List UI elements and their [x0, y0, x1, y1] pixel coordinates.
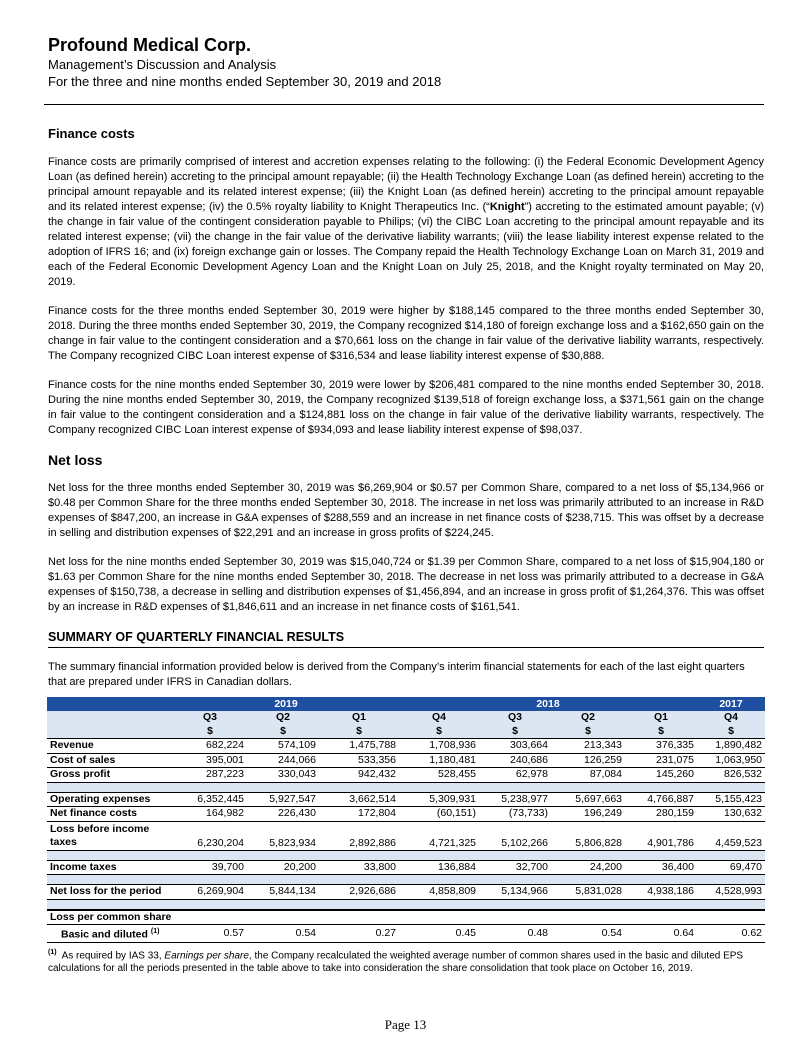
table-row-operating-expenses	[47, 792, 765, 807]
table-cell: (73,733)	[479, 807, 551, 822]
quarterly-results-table	[47, 697, 765, 943]
table-cell: 164,982	[173, 807, 247, 822]
year-header-cell: 2018	[399, 697, 697, 711]
table-cell: 5,102,266	[479, 821, 551, 850]
table-cell: 36,400	[625, 860, 697, 875]
table-cell: 130,632	[697, 807, 765, 822]
finance-costs-p1-part-a: Finance costs are primarily comprised of interest and accretion expenses relating to the following: (i) the Federal Economic Development Agency Loan (as defined herein) accreting to the principal amount repayable; (ii) the Health Technology Exchange Loan (as defined herein) accreting to the principal amount repayable and its related interest expense; (iii) the Knight Loan (as defined herein) accreting to the principal amount repayable and its related interest expense; (iv) the 0.5% royalty liability to Knight Therapeutics Inc. (“	[48, 156, 764, 213]
spacer-cell	[47, 782, 765, 792]
finance-costs-paragraph-3: Finance costs for the nine months ended September 30, 2019 were lower by $206,481 compared to the nine months ended September 30, 2018. During the nine months ended September 30, 2019, the Company recognized $139,518 of foreign exchange loss, a $371,561 gain on the change in fair value to the contingent consideration and a $124,881 loss on the change in fair value of the derivative liability warrants, respectively. The Company recognized CIBC Loan interest expense of $934,093 and lease liability interest expense of $98,037.	[48, 379, 764, 436]
table-cell: 231,075	[625, 753, 697, 768]
row-label: Net loss for the period	[47, 885, 173, 900]
row-label: Net finance costs	[47, 807, 173, 822]
table-cell: 0.62	[697, 925, 765, 943]
table-cell: 69,470	[697, 860, 765, 875]
table-cell: 1,708,936	[399, 739, 479, 754]
table-cell: 172,804	[319, 807, 399, 822]
currency-cell: $	[551, 725, 625, 739]
table-cell: 0.57	[173, 925, 247, 943]
table-footnote	[48, 946, 764, 975]
company-name: Profound Medical Corp.	[48, 35, 252, 55]
table-cell: 682,224	[173, 739, 247, 754]
table-cell: 1,475,788	[319, 739, 399, 754]
currency-header-row	[47, 725, 765, 739]
table-cell: (60,151)	[399, 807, 479, 822]
net-loss-heading: Net loss	[48, 452, 103, 468]
row-label: Income taxes	[47, 860, 173, 875]
table-row-basic-diluted	[47, 925, 765, 943]
quarter-header-blank	[47, 711, 173, 725]
table-cell: 32,700	[479, 860, 551, 875]
finance-costs-p1-part-b: ”) accreting to the estimated amount payable; (v) the change in fair value of the contingent consideration payable to Philips; (vi) the CIBC Loan accreting to the principal amount repayable and its related interest expense; (vii) the change in the fair value of the derivative liability warrants; (viii) the lease liability interest expense related to the adoption of IFRS 16; and (ix) foreign exchange gain or losses. The Company repaid the Health Technology Exchange Loan on March 31, 2019 and each of the Federal Economic Development Agency Loan and the Knight Loan on July 25, 2018, and the Knight royalty terminated on May 20, 2019.	[48, 201, 764, 288]
table-cell: 826,532	[697, 768, 765, 783]
finance-costs-paragraph-2: Finance costs for the three months ended September 30, 2019 were higher by $188,145 compared to the three months ended September 30, 2018. During the three months ended September 30, 2019, the Company recognized $14,180 of foreign exchange loss and a $162,650 gain on the change in fair value to the contingent consideration and a $70,661 loss on the change in fair value of the derivative liability warrants, respectively. The Company recognized CIBC Loan interest expense of $316,534 and lease liability interest expense of $30,888.	[48, 305, 764, 362]
table-cell: 303,664	[479, 739, 551, 754]
table-cell: 5,155,423	[697, 792, 765, 807]
table-cell: 0.27	[319, 925, 399, 943]
table-spacer-row	[47, 875, 765, 885]
currency-cell: $	[399, 725, 479, 739]
table-cell: 376,335	[625, 739, 697, 754]
row-label-line-1: Loss before income	[50, 822, 150, 835]
currency-cell: $	[625, 725, 697, 739]
table-cell: 4,528,993	[697, 885, 765, 900]
table-row-cost-of-sales	[47, 753, 765, 768]
header-subtitle-period: For the three and nine months ended September 30, 2019 and 2018	[48, 74, 442, 89]
table-cell: 2,926,686	[319, 885, 399, 900]
footnote-standard-name: Earnings per share	[164, 949, 249, 961]
table-cell: 20,200	[247, 860, 319, 875]
table-spacer-row	[47, 782, 765, 792]
table-cell: 0.54	[247, 925, 319, 943]
table-cell: 5,844,134	[247, 885, 319, 900]
table-cell: 1,180,481	[399, 753, 479, 768]
table-cell: 39,700	[173, 860, 247, 875]
table-cell: 5,831,028	[551, 885, 625, 900]
table-cell: 395,001	[173, 753, 247, 768]
currency-cell: $	[319, 725, 399, 739]
table-cell: 4,721,325	[399, 821, 479, 850]
table-cell: 942,432	[319, 768, 399, 783]
table-row-loss-before-taxes	[47, 821, 765, 850]
table-cell: 533,356	[319, 753, 399, 768]
document-header	[48, 34, 764, 90]
table-cell: 5,806,828	[551, 821, 625, 850]
row-label: Gross profit	[47, 768, 173, 783]
currency-cell: $	[247, 725, 319, 739]
footnote-marker: (1)	[150, 928, 160, 935]
table-cell: 5,927,547	[247, 792, 319, 807]
table-cell: 5,134,966	[479, 885, 551, 900]
knight-term: Knight	[489, 201, 525, 213]
quarter-header-row	[47, 711, 765, 725]
table-cell: 528,455	[399, 768, 479, 783]
table-row-net-finance-costs	[47, 807, 765, 822]
currency-cell: $	[697, 725, 765, 739]
table-cell: 62,978	[479, 768, 551, 783]
quarter-header-cell: Q4	[697, 711, 765, 725]
footnote-marker: (1)	[48, 948, 57, 956]
table-cell: 330,043	[247, 768, 319, 783]
header-subtitle-mda: Management’s Discussion and Analysis	[48, 57, 277, 72]
footnote-text-b: , the Company recalculated the weighted average number of common shares used in the basic and diluted EPS calculations for all the periods presented in the table above to take into consideration the share consolidation that took place on October 16, 2019.	[48, 949, 744, 974]
quarterly-results-table-wrap	[48, 697, 764, 943]
table-cell: 87,084	[551, 768, 625, 783]
table-row-net-loss	[47, 885, 765, 900]
table-cell: 145,260	[625, 768, 697, 783]
row-label	[47, 925, 173, 943]
finance-costs-heading: Finance costs	[48, 126, 135, 141]
main-content	[48, 126, 764, 975]
row-label: Operating expenses	[47, 792, 173, 807]
quarter-header-cell: Q1	[319, 711, 399, 725]
net-loss-paragraph-2: Net loss for the nine months ended September 30, 2019 was $15,040,724 or $1.39 per Common Share, compared to a net loss of $15,904,180 or $1.63 per Common Share for the nine months ended September 30, 2018. The decrease in net loss was primarily attributed to a decrease in G&A expenses of $150,738, a decrease in selling and distribution expenses of $1,456,894, and an increase in gross profit of $1,264,376. This was offset by an increase in R&D expenses of $1,846,611 and an increase in net finance costs of $161,541.	[48, 556, 764, 613]
table-row-gross-profit	[47, 768, 765, 783]
table-cell: 2,892,886	[319, 821, 399, 850]
currency-cell: $	[479, 725, 551, 739]
row-label: Loss per common share	[47, 910, 765, 925]
table-cell: 0.54	[551, 925, 625, 943]
table-cell: 3,662,514	[319, 792, 399, 807]
table-cell: 287,223	[173, 768, 247, 783]
row-label	[47, 821, 173, 850]
table-spacer-row	[47, 850, 765, 860]
table-cell: 240,686	[479, 753, 551, 768]
quarter-header-cell: Q2	[247, 711, 319, 725]
table-row-loss-per-share-heading	[47, 910, 765, 925]
quarter-header-cell: Q3	[173, 711, 247, 725]
table-cell: 5,238,977	[479, 792, 551, 807]
table-cell: 213,343	[551, 739, 625, 754]
year-header-row	[47, 697, 765, 711]
table-cell: 6,230,204	[173, 821, 247, 850]
year-header-blank	[47, 697, 173, 711]
table-cell: 126,259	[551, 753, 625, 768]
quarter-header-cell: Q1	[625, 711, 697, 725]
table-cell: 136,884	[399, 860, 479, 875]
currency-cell: $	[173, 725, 247, 739]
spacer-cell	[47, 899, 765, 910]
table-cell: 4,766,887	[625, 792, 697, 807]
spacer-cell	[47, 875, 765, 885]
table-spacer-row	[47, 899, 765, 910]
table-cell: 4,459,523	[697, 821, 765, 850]
quarter-header-cell: Q3	[479, 711, 551, 725]
table-cell: 5,823,934	[247, 821, 319, 850]
row-label-text: Basic and diluted	[61, 928, 148, 941]
footnote-text-a: As required by IAS 33,	[61, 949, 165, 961]
table-row-revenue	[47, 739, 765, 754]
table-cell: 5,309,931	[399, 792, 479, 807]
table-cell: 4,901,786	[625, 821, 697, 850]
summary-heading: SUMMARY OF QUARTERLY FINANCIAL RESULTS	[48, 629, 764, 648]
table-cell: 226,430	[247, 807, 319, 822]
table-cell: 280,159	[625, 807, 697, 822]
quarter-header-cell: Q4	[399, 711, 479, 725]
quarter-header-cell: Q2	[551, 711, 625, 725]
table-cell: 196,249	[551, 807, 625, 822]
net-loss-paragraph-1: Net loss for the three months ended September 30, 2019 was $6,269,904 or $0.57 per Common Share, compared to a net loss of $5,134,966 or $0.48 per Common Share for the three months ended September 30, 2018. The increase in net loss was primarily attributed to an increase in R&D expenses of $847,200, an increase in G&A expenses of $288,559 and an increase in net finance costs of $238,715. This was offset by a decrease in selling and distribution expenses of $22,291 and an increase in gross profits of $224,245.	[48, 482, 764, 539]
table-cell: 244,066	[247, 753, 319, 768]
table-cell: 0.48	[479, 925, 551, 943]
spacer-cell	[47, 850, 765, 860]
page-number: Page 13	[384, 1017, 427, 1032]
table-cell: 0.45	[399, 925, 479, 943]
row-label-line-2: taxes	[50, 835, 77, 848]
table-cell: 5,697,663	[551, 792, 625, 807]
table-cell: 24,200	[551, 860, 625, 875]
summary-intro: The summary financial information provided below is derived from the Company’s interim financial statements for each of the last eight quarters that are prepared under IFRS in Canadian dollars.	[48, 661, 745, 688]
year-header-cell: 2017	[697, 697, 765, 711]
table-cell: 1,890,482	[697, 739, 765, 754]
table-cell: 1,063,950	[697, 753, 765, 768]
row-label: Revenue	[47, 739, 173, 754]
table-cell: 4,938,186	[625, 885, 697, 900]
finance-costs-paragraph-1	[48, 155, 764, 290]
table-cell: 6,352,445	[173, 792, 247, 807]
header-rule	[44, 104, 764, 105]
table-cell: 6,269,904	[173, 885, 247, 900]
table-cell: 4,858,809	[399, 885, 479, 900]
row-label: Cost of sales	[47, 753, 173, 768]
table-cell: 0.64	[625, 925, 697, 943]
year-header-cell: 2019	[173, 697, 399, 711]
table-cell: 33,800	[319, 860, 399, 875]
table-cell: 574,109	[247, 739, 319, 754]
table-row-income-taxes	[47, 860, 765, 875]
currency-header-blank	[47, 725, 173, 739]
